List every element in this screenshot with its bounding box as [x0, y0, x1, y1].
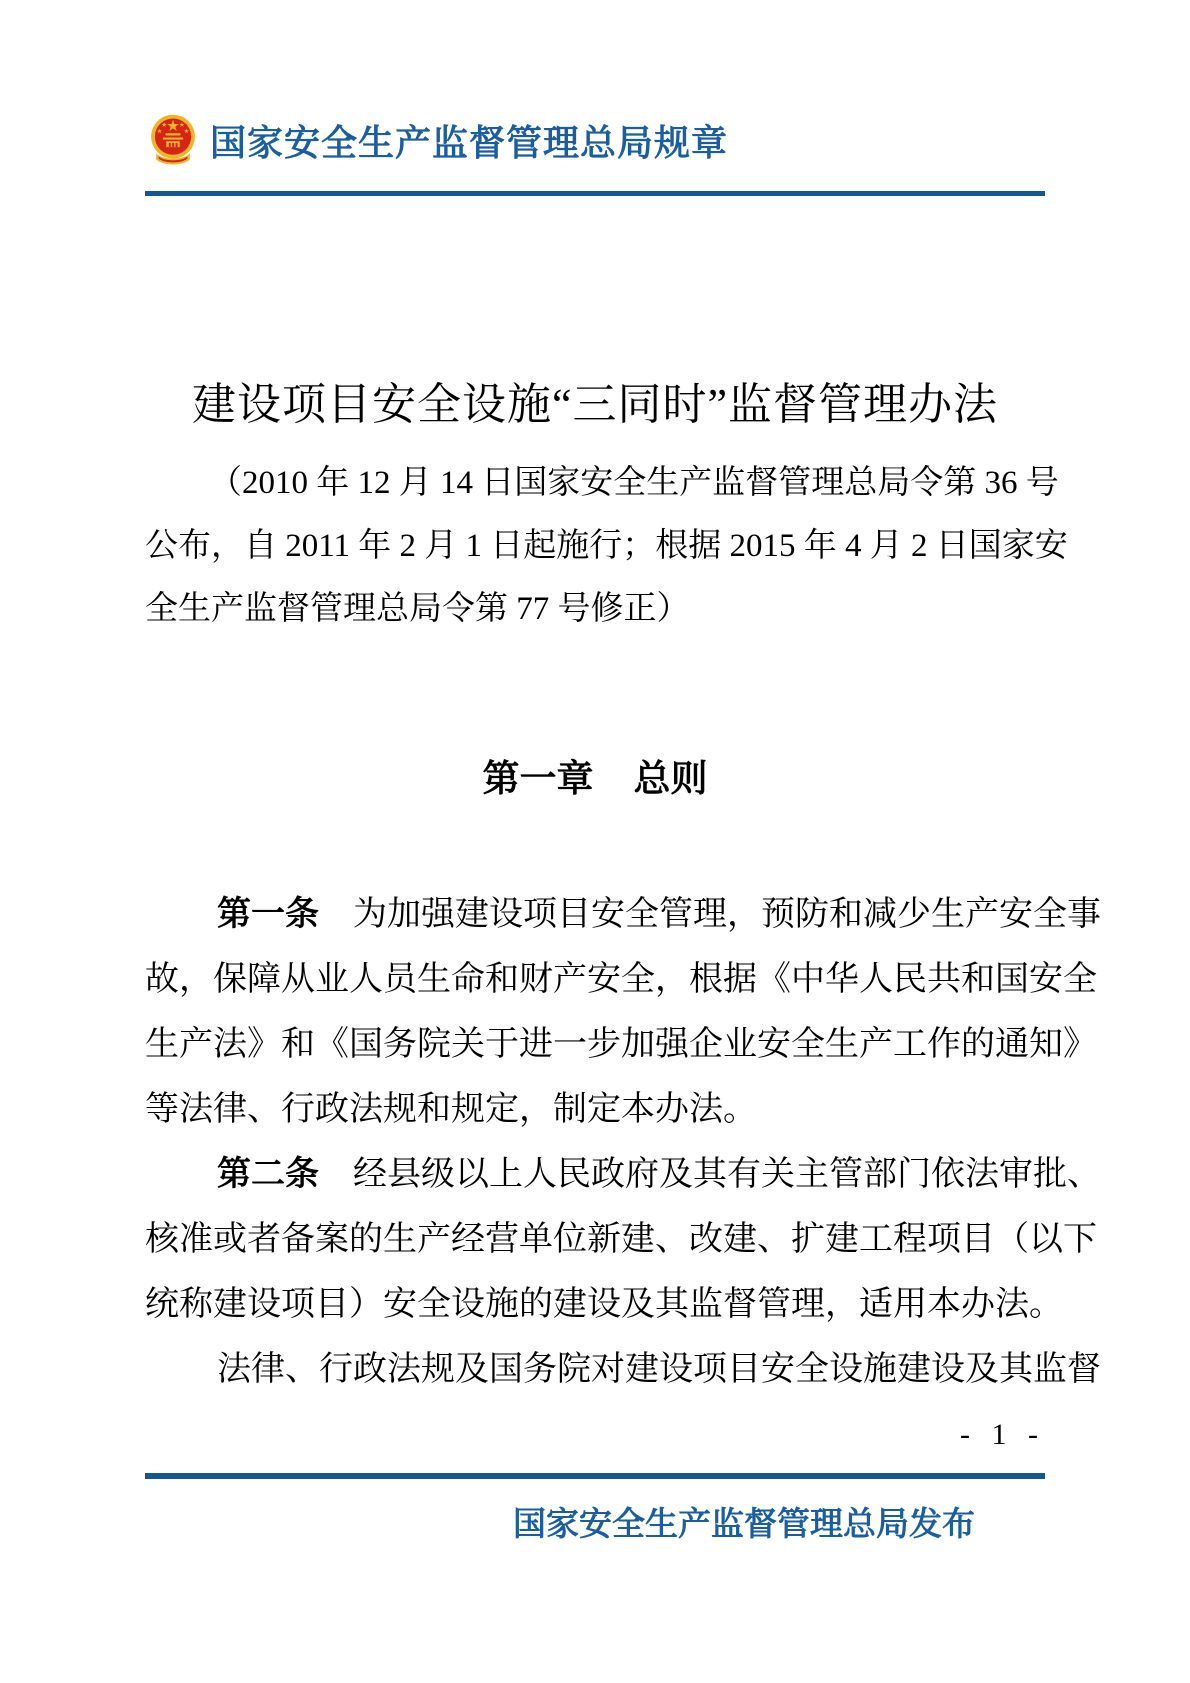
article-text: 经县级以上人民政府及其有关主管部门依法审批、 — [353, 1156, 1101, 1193]
article-2-line — [145, 1142, 1101, 1207]
article-2-line: 核准或者备案的生产经营单位新建、改建、扩建工程项目（以下 — [145, 1221, 1097, 1258]
page-number: - 1 - — [960, 1418, 1045, 1451]
header-agency-label: 国家安全生产监督管理总局规章 — [210, 122, 729, 163]
article-text: 为加强建设项目安全管理，预防和减少生产安全事 — [353, 896, 1101, 933]
header-rule — [145, 191, 1045, 196]
article-1-line: 故，保障从业人员生命和财产安全，根据《中华人民共和国安全 — [145, 961, 1097, 998]
article-1-line: 等法律、行政法规和规定，制定本办法。 — [145, 1091, 757, 1128]
footer-publisher: 国家安全生产监督管理总局发布 — [513, 1507, 975, 1543]
chapter-heading — [145, 748, 1045, 802]
chapter-title: 总则 — [633, 758, 708, 799]
article-1-line: 生产法》和《国务院关于进一步加强企业安全生产工作的通知》 — [145, 1026, 1097, 1063]
promulgation-line: 全生产监督管理总局令第 77 号修正） — [145, 591, 690, 627]
article-2-continuation-line: 法律、行政法规及国务院对建设项目安全设施建设及其监督 — [217, 1351, 1101, 1388]
chapter-number: 第一章 — [482, 758, 594, 799]
national-emblem-icon — [146, 111, 200, 169]
page-header — [146, 110, 728, 170]
promulgation-line: （2010 年 12 月 14 日国家安全生产监督管理总局令第 36 号 — [209, 465, 1059, 501]
article-body — [145, 882, 1101, 1402]
article-2-line: 统称建设项目）安全设施的建设及其监督管理，适用本办法。 — [145, 1286, 1063, 1323]
promulgation-note — [145, 452, 1068, 641]
article-1-line — [145, 882, 1101, 947]
document-title: 建设项目安全设施“三同时”监督管理办法 — [191, 380, 999, 429]
footer-rule — [145, 1473, 1045, 1479]
article-2-lead: 第二条 — [217, 1155, 319, 1193]
article-1-lead: 第一条 — [217, 895, 319, 933]
promulgation-line: 公布，自 2011 年 2 月 1 日起施行；根据 2015 年 4 月 2 日国家安 — [145, 528, 1068, 564]
